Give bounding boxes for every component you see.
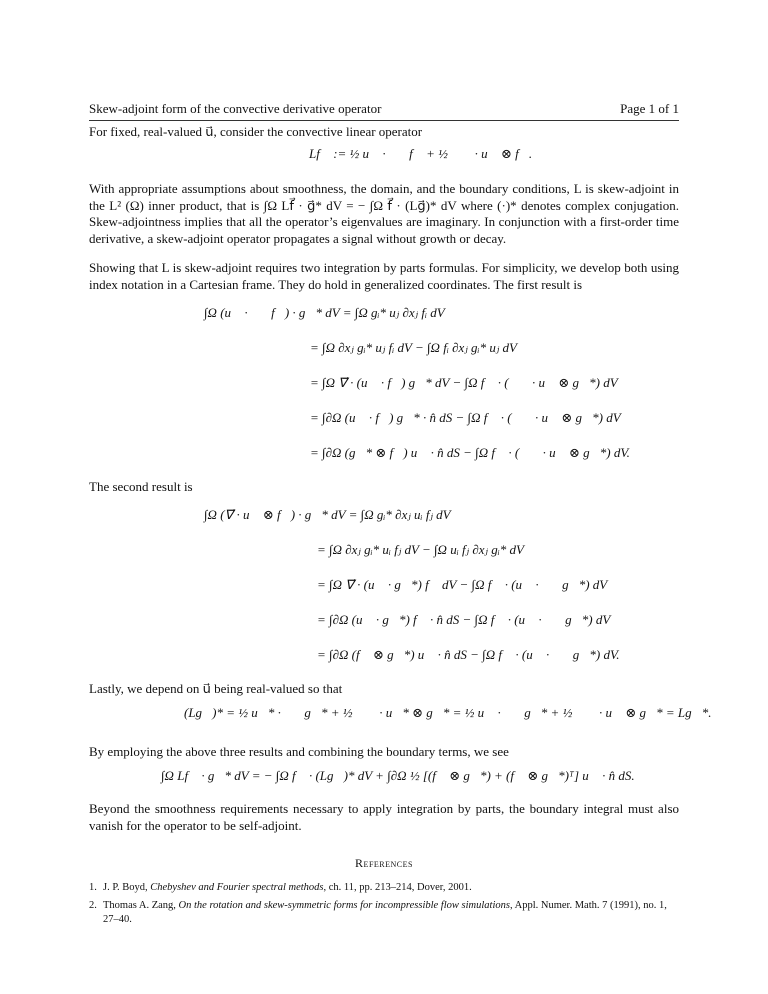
page-header bbox=[89, 101, 679, 121]
reference-authors: J. P. Boyd, bbox=[103, 882, 151, 893]
second-result-line: ∫Ω (∇⃗ · u⃗ ⊗ f⃗) · g⃗* dV = ∫Ω gᵢ* ∂xⱼ uᵢ fⱼ dV bbox=[204, 507, 451, 522]
reference-details: , ch. 11, pp. 213–214, Dover, 2001. bbox=[323, 882, 472, 893]
integration-by-parts-paragraph: Showing that L is skew-adjoint requires two integration by parts formulas. For simplicity, we develop both using index notation in a Cartesian frame. They do hold in generalized coordinates. The first result is bbox=[89, 260, 679, 292]
header-title: Skew-adjoint form of the convective derivative operator bbox=[89, 101, 382, 116]
second-result-line: = ∫∂Ω (f⃗ ⊗ g⃗*) u⃗ · n̂ dS − ∫Ω f⃗ · (u⃗ · ∇⃗g⃗*) dV. bbox=[317, 647, 620, 662]
lastly-paragraph: Lastly, we depend on u⃗ being real-valued so that bbox=[89, 681, 343, 696]
conjugate-operator-equation: (Lg⃗)* = ½ u⃗* · ∇⃗g⃗* + ½ ∇⃗ · u⃗* ⊗ g⃗* = ½ u⃗ · ∇⃗g⃗* + ½ ∇⃗ · u⃗ ⊗ g⃗* = Lg⃗*. bbox=[184, 705, 712, 720]
first-result-line: = ∫∂Ω (g⃗* ⊗ f⃗) u⃗ · n̂ dS − ∫Ω f⃗ · (∇⃗ · u⃗ ⊗ g⃗*) dV. bbox=[310, 445, 630, 460]
reference-item bbox=[89, 899, 679, 927]
intro-paragraph: For fixed, real-valued u⃗, consider the convective linear operator bbox=[89, 124, 423, 139]
reference-number: 2. bbox=[89, 900, 97, 911]
references-heading: References bbox=[355, 856, 413, 870]
reference-number: 1. bbox=[89, 882, 97, 893]
reference-title: On the rotation and skew-symmetric forms for incompressible flow simulations bbox=[178, 900, 510, 911]
second-result-intro: The second result is bbox=[89, 479, 193, 494]
reference-authors: Thomas A. Zang, bbox=[103, 900, 179, 911]
operator-definition-equation: Lf⃗ := ½ u⃗ · ∇⃗f⃗ + ½ ∇⃗ · u⃗ ⊗ f⃗. bbox=[309, 146, 533, 161]
second-result-line: = ∫∂Ω (u⃗ · g⃗*) f⃗ · n̂ dS − ∫Ω f⃗ · (u⃗ · ∇⃗g⃗*) dV bbox=[317, 612, 611, 627]
header-page-number: Page 1 of 1 bbox=[620, 101, 679, 116]
closing-paragraph: Beyond the smoothness requirements necessary to apply integration by parts, the boundary integral must also vanish for the operator to be self-adjoint. bbox=[89, 801, 679, 833]
first-result-line: = ∫Ω ∇⃗ · (u⃗ · f⃗) g⃗* dV − ∫Ω f⃗ · (∇⃗ · u⃗ ⊗ g⃗*) dV bbox=[310, 375, 618, 390]
first-result-line: = ∫∂Ω (u⃗ · f⃗) g⃗* · n̂ dS − ∫Ω f⃗ · (∇⃗ · u⃗ ⊗ g⃗*) dV bbox=[310, 410, 621, 425]
skew-adjoint-final-equation: ∫Ω Lf⃗ · g⃗* dV = − ∫Ω f⃗ · (Lg⃗)* dV + ∫∂Ω ½ [(f⃗ ⊗ g⃗*) + (f⃗ ⊗ g⃗*)ᵀ] u⃗ · n̂ dS. bbox=[161, 768, 635, 783]
reference-title: Chebyshev and Fourier spectral methods bbox=[150, 882, 324, 893]
combine-paragraph: By employing the above three results and combining the boundary terms, we see bbox=[89, 744, 509, 759]
skew-adjoint-paragraph: With appropriate assumptions about smoothness, the domain, and the boundary conditions, L is skew-adjoint in the L² (Ω) inner product, that is ∫Ω Lf⃗ · g⃗* dV = − ∫Ω f⃗ · (Lg⃗)* dV where (·)* denotes complex conjugation. Skew-adjointness implies that all the operator’s eigenvalues are imaginary. In conjunction with a first-order time derivative, a skew-adjoint operator propagates a signal without growth or decay. bbox=[89, 181, 679, 246]
first-result-line: ∫Ω (u⃗ · ∇⃗f⃗) · g⃗* dV = ∫Ω gᵢ* uⱼ ∂xⱼ fᵢ dV bbox=[204, 305, 445, 320]
first-result-line: = ∫Ω ∂xⱼ gᵢ* uⱼ fᵢ dV − ∫Ω fᵢ ∂xⱼ gᵢ* uⱼ dV bbox=[310, 340, 517, 355]
reference-item bbox=[89, 881, 679, 895]
second-result-line: = ∫Ω ∂xⱼ gᵢ* uᵢ fⱼ dV − ∫Ω uᵢ fⱼ ∂xⱼ gᵢ* dV bbox=[317, 542, 524, 557]
second-result-line: = ∫Ω ∇⃗ · (u⃗ · g⃗*) f⃗ dV − ∫Ω f⃗ · (u⃗ · ∇⃗g⃗*) dV bbox=[317, 577, 608, 592]
reference-details: , Appl. Numer. Math. 7 (1991), no. 1, 27–40. bbox=[103, 900, 667, 925]
